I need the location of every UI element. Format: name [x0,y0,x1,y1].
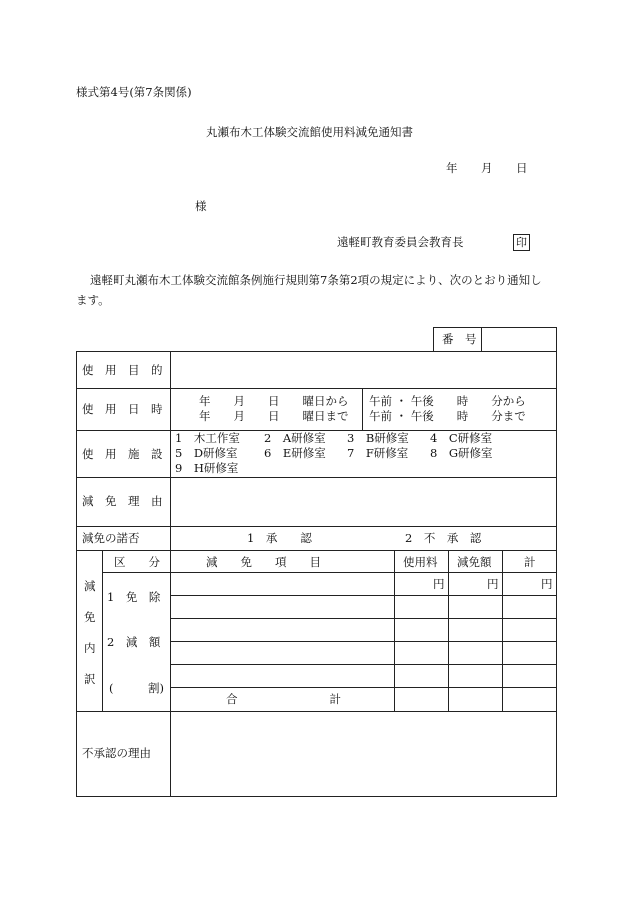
facility-option[interactable]: 9 H研修室 [175,461,239,475]
datetime-to-date[interactable]: 年 月 日 曜日まで [199,409,349,423]
breakdown-side-label: 減 [84,579,96,593]
approval-label: 減免の諾否 [82,531,140,545]
datetime-from-date[interactable]: 年 月 日 曜日から [199,394,349,408]
facility-option[interactable]: 2 A研修室 [264,431,326,445]
breakdown-side-label: 免 [84,610,96,624]
total-label: 合 計 [226,692,341,706]
date-day: 日 [516,161,528,175]
facility-option[interactable]: 6 E研修室 [264,446,326,460]
reason-label: 減 免 理 由 [82,494,163,508]
form-table [76,327,557,797]
datetime-label: 使 用 日 時 [82,402,163,416]
disapproval-field[interactable] [171,712,556,796]
seal-mark: 印 [513,234,530,251]
col-header-reduction: 減免額 [457,555,492,569]
datetime-from-time[interactable]: 午前 ・ 午後 時 分から [369,394,526,408]
breakdown-side-label: 訳 [84,672,96,686]
facility-option[interactable]: 7 F研修室 [347,446,409,460]
facility-option[interactable]: 1 木工作室 [175,431,240,445]
approval-option-approve[interactable]: 1 承 認 [247,531,312,545]
yen-total: 円 [541,577,553,591]
recipient-suffix: 様 [195,199,207,213]
facility-option[interactable]: 3 B研修室 [347,431,409,445]
col-header-item: 減 免 項 目 [206,555,321,569]
facility-option[interactable]: 8 G研修室 [430,446,493,460]
body-paragraph-line2: ます。 [76,293,110,307]
purpose-field[interactable] [171,352,556,388]
body-paragraph-line1: 遠軽町丸瀬布木工体験交流館条例施行規則第7条第2項の規定により、次のとおり通知し [90,273,542,287]
category-percent[interactable]: ( 割) [109,681,164,695]
approval-option-reject[interactable]: 2 不 承 認 [405,531,482,545]
date-month: 月 [481,161,493,175]
facility-label: 使 用 施 設 [82,447,163,461]
disapproval-label: 不承認の理由 [82,746,151,760]
category-reduce[interactable]: 2 減 額 [107,635,161,649]
facility-option[interactable]: 5 D研修室 [175,446,238,460]
datetime-to-time[interactable]: 午前 ・ 午後 時 分まで [369,409,526,423]
category-exempt[interactable]: 1 免 除 [107,590,161,604]
date-year: 年 [446,161,458,175]
purpose-label: 使 用 目 的 [82,363,163,377]
col-header-category: 区 分 [114,555,160,569]
yen-reduction: 円 [487,577,499,591]
issuer-name: 遠軽町教育委員会教育長 [337,235,464,249]
col-header-total: 計 [524,555,536,569]
form-number: 様式第4号(第7条関係) [76,85,192,99]
number-field[interactable] [482,328,556,350]
reason-field[interactable] [171,478,556,526]
facility-option[interactable]: 4 C研修室 [430,431,493,445]
breakdown-side-label: 内 [84,641,96,655]
col-header-fee: 使用料 [403,555,438,569]
yen-fee: 円 [433,577,445,591]
number-label: 番 号 [442,332,477,346]
document-title: 丸瀬布木工体験交流館使用料減免通知書 [206,125,413,139]
